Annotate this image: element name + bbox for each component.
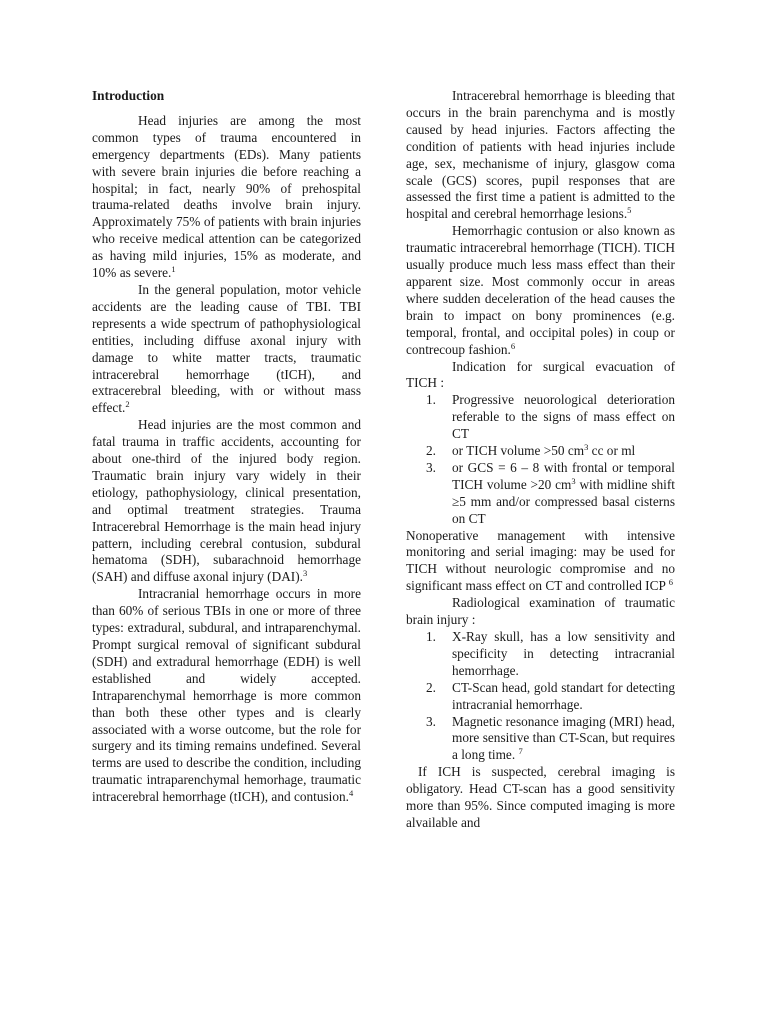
citation: 6 [510, 340, 516, 351]
paragraph-text: Head injuries are the most common and fatal trauma in traffic accidents, accounting for about one-third of the injured body region. Traumatic brain injury vary widely in their etiology, pathophysiology, clinical presentation, and optimal treatment strategies. Trauma Intracerebral Hemorrhage is the main head injury pattern, including cerebral contusion, subdural hematoma (SDH), subarachnoid hemorrhage (SAH) and diffuse axonal injury (DAI). [92, 417, 361, 585]
paragraph-text: Nonoperative management with intensive monitoring and serial imaging: may be used for TICH without neurologic compromise and no significant mass effect on CT and controlled ICP [406, 527, 675, 594]
paragraph-text: Hemorrhagic contusion or also known as traumatic intracerebral hemorrhage (TICH). TICH usually produce much less mass effect than their apparent size. Most commonly occur in areas where sudden deceleration of the head causes the brain to impact on bony prominences (e.g. temporal, frontal, and occipital poles) in coup or contrecoup fashion. [406, 223, 675, 357]
paragraph [406, 528, 675, 596]
list-item [406, 443, 675, 460]
citation: 2 [125, 399, 130, 410]
list-item [406, 392, 675, 443]
list-item-text: cc or ml [588, 443, 636, 459]
indication-intro: Indication for surgical evacuation of TICH : [406, 358, 675, 391]
list-number: 1. [426, 629, 436, 644]
radiology-list [406, 629, 675, 764]
list-item [406, 629, 675, 680]
list-item [406, 714, 675, 765]
citation: 5 [627, 205, 632, 216]
paragraph [92, 417, 361, 586]
paragraph [92, 282, 361, 417]
list-number: 3. [426, 713, 436, 729]
section-heading: Introduction [92, 88, 165, 103]
paragraph [406, 88, 675, 223]
superscript: 3 [571, 475, 576, 486]
list-item-text: CT-Scan head, gold standart for detecting intracranial hemorrhage. [452, 679, 675, 712]
list-item-text: with midline shift ≥5 mm and/or compressed basal cisterns on CT [452, 476, 675, 526]
citation: 6 [668, 577, 673, 588]
right-column [406, 88, 675, 832]
left-column [92, 88, 361, 806]
citation: 1 [171, 264, 176, 275]
list-item-text: Magnetic resonance imaging (MRI) head, more sensitive than CT-Scan, but requires a long time. [452, 713, 675, 763]
paragraph [92, 586, 361, 806]
citation: 4 [348, 788, 354, 799]
list-number: 2. [426, 443, 436, 459]
paragraph-text: In the general population, motor vehicle accidents are the leading cause of TBI. TBI represents a wide spectrum of pathophysiological entities, including diffuse axonal injury with damage to white matter tracts, traumatic intracerebral hemorrhage (tICH), and extracerebral bleeding, with or without mass effect. [92, 281, 361, 416]
superscript: 3 [584, 442, 589, 453]
citation: 7 [518, 746, 523, 757]
list-item [406, 680, 675, 714]
list-number: 3. [426, 459, 436, 475]
radiology-intro: Radiological examination of traumatic brain injury : [406, 595, 675, 628]
paragraph: If ICH is suspected, cerebral imaging is obligatory. Head CT-scan has a good sensitivity more than 95%. Since computed imaging is more alvailable and [406, 764, 675, 830]
list-item-text: X-Ray skull, has a low sensitivity and specificity in detecting intracranial hemorrhage. [452, 629, 675, 678]
paragraph-text: Intracranial hemorrhage occurs in more than 60% of serious TBIs in one or more of three types: extradural, subdural, and intraparenchymal. Prompt surgical removal of significant subdural (SDH) and extradural hemorrhage (EDH) is well established and widely accepted. Intraparenchymal hemorrhage is more common than both these other types and is clearly associated with a worse outcome, but the role for surgery and its timing remains undefined. Several terms are used to describe the condition, including traumatic intraparenchymal hemorhage, traumatic intracerebral hemorrhage (tICH), and contusion. [92, 586, 361, 805]
indication-list [406, 392, 675, 527]
citation: 3 [302, 568, 308, 579]
paragraph-text: Intracerebral hemorrhage is bleeding that occurs in the brain parenchyma and is mostly caused by head injuries. Factors affecting the condition of patients with head injuries include age, sex, mechanisme of injury, glasgow coma scale (GCS) scores, pupil responses that are assessed the first time a patient is admitted to the hospital and cerebral hemorrhage lesions. [406, 88, 675, 222]
list-item-text: Progressive neuorological deterioration referable to the signs of mass effect on CT [452, 392, 675, 442]
list-number: 2. [426, 679, 436, 695]
list-number: 1. [426, 392, 436, 408]
list-item-text: or GCS = 6 – 8 with frontal or temporal TICH volume >20 cm [452, 459, 675, 492]
list-item [406, 460, 675, 528]
paragraph-text: Head injuries are among the most common types of trauma encountered in emergency departments (EDs). Many patients with severe brain injuries die before reaching a hospital; in fact, nearly 90% of prehospital trauma-related deaths involve brain injury. Approximately 75% of patients with brain injuries who receive medical attention can be categorized as having mild injuries, 15% as moderate, and 10% as severe. [92, 112, 361, 281]
paragraph [92, 113, 361, 282]
list-item-text: or TICH volume >50 cm [452, 443, 585, 459]
paragraph [406, 223, 675, 358]
